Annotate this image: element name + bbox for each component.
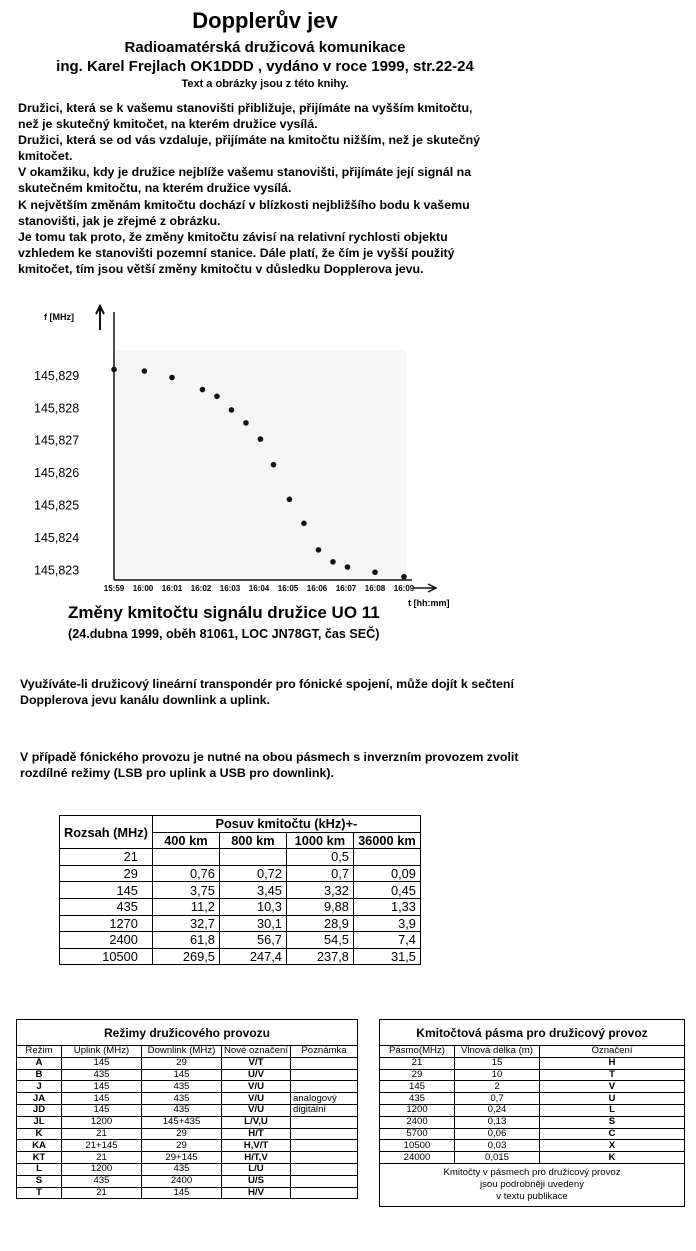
table-cell: 2400 (60, 932, 153, 949)
footnote-line: jsou podrobněji uvedeny (479, 1178, 584, 1190)
table-cell: 145 (62, 1104, 142, 1116)
table-row (380, 1093, 685, 1105)
author-line: ing. Karel Frejlach OK1DDD , vydáno v roce 1999, str.22-24 (56, 58, 474, 75)
table-cell: V/U (222, 1093, 291, 1105)
data-point (301, 521, 307, 527)
table-cell: J (17, 1081, 62, 1093)
table-cell: KT (17, 1152, 62, 1164)
x-tick-label: 16:02 (190, 584, 212, 593)
table-cell: 0,24 (455, 1104, 540, 1116)
table-cell: 21 (62, 1128, 142, 1140)
table-row (60, 948, 421, 965)
table-cell: 15 (455, 1057, 540, 1069)
y-axis-label: f [MHz] (44, 312, 74, 322)
table-cell: 21 (60, 849, 153, 866)
table-cell: U/S (222, 1175, 291, 1187)
modes-note (20, 749, 518, 781)
satellite-modes-table (16, 1019, 358, 1199)
table-row (60, 932, 421, 949)
table-cell: 32,7 (152, 915, 219, 932)
table-cell: 0,72 (219, 865, 286, 882)
table-cell: L (540, 1104, 685, 1116)
table-cell: 61,8 (152, 932, 219, 949)
column-header: Uplink (MHz) (62, 1046, 142, 1058)
data-point (372, 569, 378, 575)
table-cell: S (540, 1116, 685, 1128)
table-cell (291, 1140, 358, 1152)
table-footnote-row (380, 1163, 685, 1206)
data-point (330, 559, 336, 565)
table-row (17, 1175, 358, 1187)
table-cell: T (540, 1069, 685, 1081)
table-cell: 1,33 (353, 898, 420, 915)
table-cell: 435 (142, 1093, 222, 1105)
page-title: Dopplerův jev (192, 8, 338, 33)
table-cell: L (17, 1163, 62, 1175)
footnote-line: v textu publikace (496, 1190, 568, 1202)
table-caption-row (380, 1020, 685, 1046)
x-tick-label: 16:09 (393, 584, 415, 593)
table-footnote (380, 1163, 685, 1206)
table-cell: 24000 (380, 1152, 455, 1164)
footnote-line: Kmitočty v pásmech pro družicový provoz (443, 1166, 621, 1178)
table-cell: 435 (62, 1069, 142, 1081)
table-cell: X (540, 1140, 685, 1152)
column-header: 800 km (219, 832, 286, 849)
table-row (17, 1057, 358, 1069)
table-cell: C (540, 1128, 685, 1140)
table-cell: 56,7 (219, 932, 286, 949)
table-cell: K (17, 1128, 62, 1140)
table-cell: 0,03 (455, 1140, 540, 1152)
table-cell: JD (17, 1104, 62, 1116)
table-cell: JL (17, 1116, 62, 1128)
table-cell: 29+145 (142, 1152, 222, 1164)
intro-line: kmitočet, tím jsou větší změny kmitočtu v důsledku Dopplerova jevu. (18, 261, 424, 276)
column-header: Označení (540, 1046, 685, 1058)
table-cell: L/V,U (222, 1116, 291, 1128)
data-point (271, 462, 277, 468)
table-cell: 3,45 (219, 882, 286, 899)
table-cell: 145 (62, 1081, 142, 1093)
intro-line: stanovišti, jak je zřejmé z obrázku. (18, 213, 221, 228)
table-cell: V/U (222, 1081, 291, 1093)
table-cell: U/V (222, 1069, 291, 1081)
table-cell: 10500 (60, 948, 153, 965)
table-cell: 29 (142, 1128, 222, 1140)
table-row (17, 1116, 358, 1128)
table-cell: 29 (380, 1069, 455, 1081)
intro-line: Družici, která se k vašemu stanovišti přibližuje, přijímáte na vyšším kmitočtu, (18, 101, 473, 115)
x-tick-label: 16:01 (161, 584, 183, 593)
data-point (111, 367, 117, 373)
data-point (316, 547, 322, 553)
column-header: Nové označení (222, 1046, 291, 1058)
table-cell (291, 1152, 358, 1164)
table-header-row (17, 1046, 358, 1058)
table-row (380, 1057, 685, 1069)
table-cell: 145 (380, 1081, 455, 1093)
table-cell (291, 1163, 358, 1175)
table-cell: 435 (142, 1163, 222, 1175)
table-row (380, 1116, 685, 1128)
table-cell (152, 849, 219, 866)
table-cell: 1200 (62, 1116, 142, 1128)
table-cell: 145+435 (142, 1116, 222, 1128)
intro-paragraph (18, 100, 538, 277)
y-axis-arrow-icon (96, 306, 104, 330)
data-point (258, 436, 264, 442)
table-row (17, 1140, 358, 1152)
table-cell: 269,5 (152, 948, 219, 965)
table-cell (291, 1057, 358, 1069)
table-cell: 10 (455, 1069, 540, 1081)
chart-subtitle: (24.dubna 1999, oběh 81061, LOC JN78GT, čas SEČ) (68, 627, 380, 641)
table-caption: Režimy družicového provozu (17, 1020, 358, 1046)
table-cell: 0,09 (353, 865, 420, 882)
y-tick-label: 145,827 (34, 433, 80, 448)
x-tick-label: 16:06 (306, 584, 328, 593)
doppler-chart (30, 300, 450, 610)
column-header: Poznámka (291, 1046, 358, 1058)
table-row (17, 1069, 358, 1081)
table-row (60, 898, 421, 915)
table-cell (219, 849, 286, 866)
source-note: Text a obrázky jsou z této knihy. (181, 78, 349, 90)
intro-line: vzhledem ke stanovišti pozemní stanice. Dále platí, že čím je vyšší použitý (18, 245, 455, 260)
note-line: Využíváte-li družicový lineární transpondér pro fónické spojení, může dojít k sečtení (20, 677, 514, 691)
x-tick-label: 16:00 (132, 584, 154, 593)
table-header-row (380, 1046, 685, 1058)
intro-line: kmitočet. (18, 149, 73, 164)
table-row (60, 915, 421, 932)
table-cell (291, 1069, 358, 1081)
intro-line: K největším změnám kmitočtu dochází v blízkosti nejbližšího bodu k vašemu (18, 197, 470, 212)
note-line: rozdílné režimy (LSB pro uplink a USB pro downlink). (20, 766, 334, 780)
table-cell: 21 (62, 1152, 142, 1164)
table-cell: 2400 (380, 1116, 455, 1128)
table-cell: 0,45 (353, 882, 420, 899)
x-tick-label: 16:03 (219, 584, 241, 593)
chart-title: Změny kmitočtu signálu družice UO 11 (68, 603, 380, 622)
table-cell: H/T,V (222, 1152, 291, 1164)
table-cell: 11,2 (152, 898, 219, 915)
table-cell: 247,4 (219, 948, 286, 965)
table-row (17, 1187, 358, 1199)
table-row (17, 1104, 358, 1116)
intro-line: V okamžiku, kdy je družice nejblíže vašemu stanovišti, přijímáte její signál na (18, 165, 472, 180)
table-cell: 435 (62, 1175, 142, 1187)
y-tick-label: 145,823 (34, 563, 80, 578)
table-cell: 237,8 (286, 948, 353, 965)
table-caption: Kmitočtová pásma pro družicový provoz (380, 1020, 685, 1046)
table-cell: 2400 (142, 1175, 222, 1187)
table-cell: 1200 (380, 1104, 455, 1116)
table-cell: 5700 (380, 1128, 455, 1140)
table-cell: 7,4 (353, 932, 420, 949)
table-cell: analogový (291, 1093, 358, 1105)
table-cell: 29 (142, 1140, 222, 1152)
table-row (17, 1081, 358, 1093)
note-line: Dopplerova jevu kanálu downlink a uplink. (20, 693, 270, 707)
table-cell: 145 (60, 882, 153, 899)
table-cell: L/U (222, 1163, 291, 1175)
data-point (142, 368, 148, 374)
data-point (401, 574, 407, 580)
table-cell: 29 (60, 865, 153, 882)
data-point (345, 564, 351, 570)
table-caption-row (17, 1020, 358, 1046)
table-cell: 0,5 (286, 849, 353, 866)
table-cell: 1270 (60, 915, 153, 932)
y-tick-label: 145,825 (34, 498, 80, 513)
y-tick-label: 145,829 (34, 368, 80, 383)
table-cell: 31,5 (353, 948, 420, 965)
shift-group-header: Posuv kmitočtu (kHz)+- (152, 816, 420, 833)
table-cell: 0,7 (455, 1093, 540, 1105)
table-cell: B (17, 1069, 62, 1081)
x-tick-label: 16:05 (277, 584, 299, 593)
table-cell: V (540, 1081, 685, 1093)
table-cell: 10,3 (219, 898, 286, 915)
table-cell: JA (17, 1093, 62, 1105)
column-header: 1000 km (286, 832, 353, 849)
table-row (17, 1093, 358, 1105)
y-tick-label: 145,826 (34, 466, 80, 481)
table-cell: 10500 (380, 1140, 455, 1152)
table-cell: H (540, 1057, 685, 1069)
table-row (380, 1152, 685, 1164)
table-cell: 435 (142, 1104, 222, 1116)
table-cell: 435 (380, 1093, 455, 1105)
table-cell: 145 (142, 1069, 222, 1081)
table-cell: V/U (222, 1104, 291, 1116)
table-cell (291, 1116, 358, 1128)
table-cell: 145 (62, 1057, 142, 1069)
table-cell: 3,32 (286, 882, 353, 899)
table-cell: 435 (60, 898, 153, 915)
table-cell: V/T (222, 1057, 291, 1069)
table-row (380, 1128, 685, 1140)
range-header: Rozsah (MHz) (60, 816, 153, 849)
y-tick-label: 145,824 (34, 530, 80, 545)
table-cell: KA (17, 1140, 62, 1152)
table-cell (291, 1187, 358, 1199)
table-cell: 145 (142, 1187, 222, 1199)
table-row (380, 1104, 685, 1116)
column-header: Pásmo(MHz) (380, 1046, 455, 1058)
transponder-note (20, 676, 514, 708)
column-header: 400 km (152, 832, 219, 849)
table-header-row (60, 816, 421, 833)
table-cell: 28,9 (286, 915, 353, 932)
table-row (17, 1152, 358, 1164)
plot-area (116, 350, 406, 580)
table-cell: 21 (380, 1057, 455, 1069)
table-row (17, 1163, 358, 1175)
table-cell: A (17, 1057, 62, 1069)
table-cell: H/V (222, 1187, 291, 1199)
table-cell: 21+145 (62, 1140, 142, 1152)
doppler-shift-table (59, 815, 421, 965)
x-tick-label: 16:04 (248, 584, 270, 593)
table-cell: 435 (142, 1081, 222, 1093)
table-cell: 54,5 (286, 932, 353, 949)
x-tick-label: 16:07 (335, 584, 357, 593)
table-row (60, 849, 421, 866)
book-title: Radioamatérská družicová komunikace (124, 39, 406, 56)
table-row (380, 1081, 685, 1093)
table-cell: 0,06 (455, 1128, 540, 1140)
table-cell: 145 (62, 1093, 142, 1105)
table-cell: 1200 (62, 1163, 142, 1175)
y-tick-label: 145,828 (34, 401, 80, 416)
x-tick-label: 15:59 (103, 584, 125, 593)
table-cell: K (540, 1152, 685, 1164)
data-point (169, 375, 175, 381)
table-cell: S (17, 1175, 62, 1187)
data-point (229, 407, 235, 413)
table-cell: 0,7 (286, 865, 353, 882)
x-axis-label: t [hh:mm] (408, 598, 450, 608)
x-axis-arrow-icon (414, 584, 436, 592)
table-cell (291, 1081, 358, 1093)
table-cell: 0,015 (455, 1152, 540, 1164)
table-cell (291, 1175, 358, 1187)
table-cell (291, 1128, 358, 1140)
table-cell (353, 849, 420, 866)
table-cell: 2 (455, 1081, 540, 1093)
table-row (60, 882, 421, 899)
table-cell: 3,75 (152, 882, 219, 899)
satellite-bands-table (379, 1019, 685, 1207)
table-cell: 3,9 (353, 915, 420, 932)
intro-line: než je skutečný kmitočet, na kterém družice vysílá. (18, 117, 318, 132)
table-cell: 21 (62, 1187, 142, 1199)
table-row (380, 1140, 685, 1152)
data-point (287, 497, 293, 503)
column-header: Režim (17, 1046, 62, 1058)
table-cell: 0,13 (455, 1116, 540, 1128)
intro-line: Je tomu tak proto, že změny kmitočtu závisí na relativní rychlosti objektu (18, 229, 448, 244)
table-row (17, 1128, 358, 1140)
table-row (60, 865, 421, 882)
data-point (214, 394, 220, 400)
intro-line: skutečném kmitočtu, na kterém družice vysílá. (18, 181, 292, 196)
table-cell: 30,1 (219, 915, 286, 932)
note-line: V případě fónického provozu je nutné na obou pásmech s inverzním provozem zvolit (20, 750, 519, 764)
table-cell: U (540, 1093, 685, 1105)
table-cell: digitální (291, 1104, 358, 1116)
column-header: Vlnová délka (m) (455, 1046, 540, 1058)
data-point (243, 420, 249, 426)
table-cell: T (17, 1187, 62, 1199)
table-row (380, 1069, 685, 1081)
table-cell: 0,76 (152, 865, 219, 882)
table-cell: 9,88 (286, 898, 353, 915)
column-header: 36000 km (353, 832, 420, 849)
column-header: Downlink (MHz) (142, 1046, 222, 1058)
table-cell: 29 (142, 1057, 222, 1069)
table-cell: H/T (222, 1128, 291, 1140)
x-tick-label: 16:08 (364, 584, 386, 593)
table-cell: H,V/T (222, 1140, 291, 1152)
intro-line: Družici, která se od vás vzdaluje, přijímáte na kmitočtu nižším, než je skutečný (18, 133, 481, 148)
data-point (200, 387, 206, 393)
